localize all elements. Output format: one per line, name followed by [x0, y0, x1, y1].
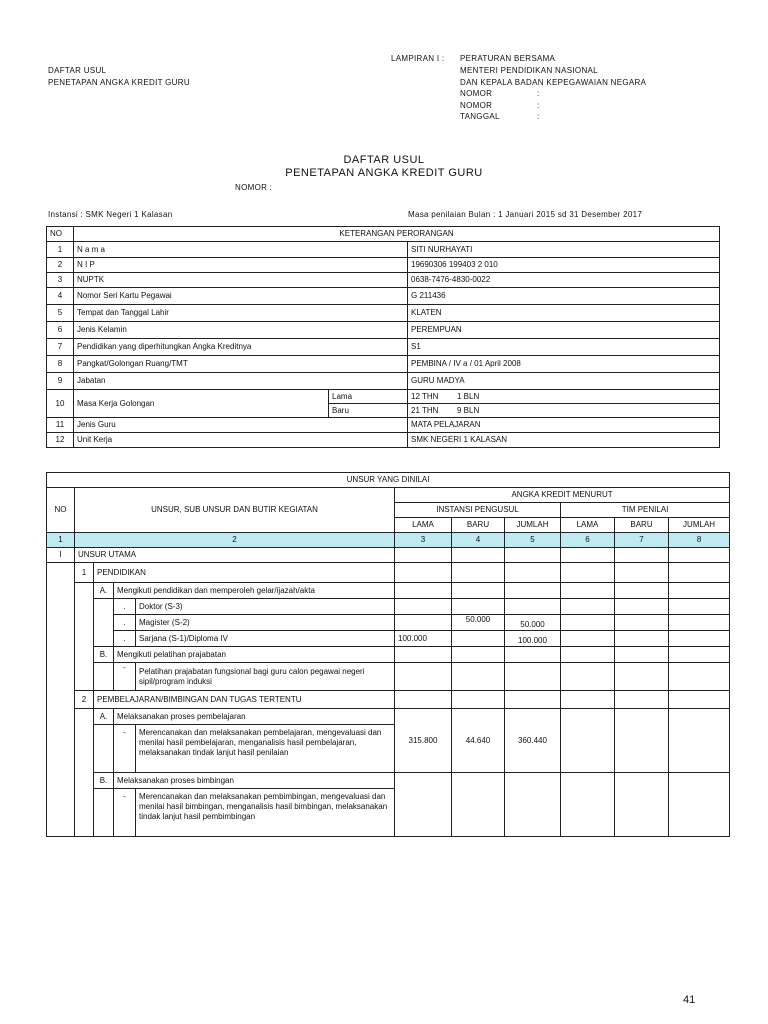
sarjana-jumlah: 100.000	[505, 631, 561, 647]
b2-item-label: Merencanakan dan melaksanakan pembimbingan, mengevaluasi dan menilai hasil bimbingan, menganalisis hasil bimbingan, melaksanakan tindak lanjut hasil pembimbingan	[136, 789, 395, 837]
table-row	[47, 433, 720, 448]
row-value: SITI NURHAYATI	[408, 242, 720, 258]
row-label: Jenis Kelamin	[74, 322, 408, 339]
row-value: MATA PELAJARAN	[408, 418, 720, 433]
angka-kredit-header: ANGKA KREDIT MENURUT	[395, 488, 730, 503]
row-value: S1	[408, 339, 720, 356]
b1-no: B.	[94, 647, 114, 663]
row-no: 4	[47, 288, 74, 305]
col-num-3: 3	[395, 533, 452, 548]
row-label: Pangkat/Golongan Ruang/TMT	[74, 356, 408, 373]
nomor2-label: NOMOR	[460, 101, 493, 110]
tim-penilai-header: TIM PENILAI	[561, 503, 730, 518]
col-num-7: 7	[615, 533, 669, 548]
row-value: PEREMPUAN	[408, 322, 720, 339]
instansi-pengusul-header: INSTANSI PENGUSUL	[395, 503, 561, 518]
row-label: Unit Kerja	[74, 433, 408, 448]
lampiran-line-3: DAN KEPALA BADAN KEPEGAWAIAN NEGARA	[460, 78, 647, 87]
page-number: 41	[683, 994, 696, 1006]
masa-baru-thn: 21 THN	[411, 405, 439, 415]
row-value: 0638-7476-4830-0022	[408, 273, 720, 288]
a1-no: A.	[94, 583, 114, 599]
row-no: 6	[47, 322, 74, 339]
row-label: Pendidikan yang diperhitungkan Angka Kreditnya	[74, 339, 408, 356]
row-no: 3	[47, 273, 74, 288]
title-nomor: NOMOR :	[235, 183, 273, 192]
col-jumlah-2: JUMLAH	[669, 518, 730, 533]
row-value: GURU MADYA	[408, 373, 720, 390]
a2-baru: 44.640	[452, 709, 505, 773]
a2-label: Melaksanakan proses pembelajaran	[114, 709, 395, 725]
row-no: 9	[47, 373, 74, 390]
col-keterangan-header: KETERANGAN PERORANGAN	[74, 227, 720, 242]
row-no: 11	[47, 418, 74, 433]
row-value: G 211436	[408, 288, 720, 305]
table-row	[47, 709, 730, 725]
table-row	[47, 273, 720, 288]
a2-lama: 315.800	[395, 709, 452, 773]
table-row	[47, 305, 720, 322]
col-lama-2: LAMA	[561, 518, 615, 533]
col-num-1: 1	[47, 533, 75, 548]
table-row	[47, 258, 720, 273]
a2-item-bullet: -	[114, 725, 136, 773]
col-jumlah-1: JUMLAH	[505, 518, 561, 533]
row-no: 8	[47, 356, 74, 373]
row-no: 1	[47, 242, 74, 258]
pendidikan-label: PENDIDIKAN	[94, 563, 395, 583]
magister-bullet: .	[114, 615, 136, 631]
col-num-4: 4	[452, 533, 505, 548]
pelatihan-bullet: -	[114, 663, 136, 691]
table-row	[47, 773, 730, 789]
b2-label: Melaksanakan proses bimbingan	[114, 773, 395, 789]
table-row	[47, 339, 720, 356]
nomor1-colon: :	[537, 89, 540, 98]
row-value: 19690306 199403 2 010	[408, 258, 720, 273]
page-title: DAFTAR USUL	[343, 154, 425, 166]
table-row	[47, 615, 730, 631]
sarjana-label: Sarjana (S-1)/Diploma IV	[136, 631, 395, 647]
table-row	[47, 356, 720, 373]
unsur-dinilai-header: UNSUR YANG DINILAI	[47, 473, 730, 488]
row-no: 7	[47, 339, 74, 356]
magister-jumlah: 50.000	[505, 615, 561, 631]
table-row	[47, 691, 730, 709]
masa-baru-value	[408, 404, 720, 418]
col-no-header: NO	[47, 227, 74, 242]
page-subtitle: PENETAPAN ANGKA KREDIT GURU	[285, 167, 483, 179]
row-label: Masa Kerja Golongan	[74, 390, 329, 418]
table-row	[47, 663, 730, 691]
lampiran-line-2: MENTERI PENDIDIKAN NASIONAL	[460, 66, 598, 75]
masa-lama-bln: 1 BLN	[457, 391, 480, 401]
table-row	[47, 418, 720, 433]
doktor-label: Doktor (S-3)	[136, 599, 395, 615]
doktor-bullet: .	[114, 599, 136, 615]
lampiran-line-1: PERATURAN BERSAMA	[460, 54, 556, 63]
table-row	[47, 647, 730, 663]
table-row	[47, 599, 730, 615]
table-row	[47, 242, 720, 258]
row-value: KLATEN	[408, 305, 720, 322]
nomor1-label: NOMOR	[460, 89, 493, 98]
unsur-utama-no: I	[47, 548, 75, 563]
row-value: SMK NEGERI 1 KALASAN	[408, 433, 720, 448]
table-row	[47, 390, 720, 404]
row-no: 10	[47, 390, 74, 418]
table-row	[47, 631, 730, 647]
magister-baru: 50.000	[452, 615, 505, 631]
tanggal-label: TANGGAL	[460, 112, 500, 121]
col-baru-1: BARU	[452, 518, 505, 533]
nomor2-colon: :	[537, 101, 540, 110]
b2-item-bullet: -	[114, 789, 136, 837]
row-label: Jenis Guru	[74, 418, 408, 433]
unsur-utama-label: UNSUR UTAMA	[75, 548, 395, 563]
col-unsur-header: UNSUR, SUB UNSUR DAN BUTIR KEGIATAN	[75, 488, 395, 533]
col-num-6: 6	[561, 533, 615, 548]
masa-baru-bln: 9 BLN	[457, 405, 480, 415]
masa-lama-value	[408, 390, 720, 404]
row-no: 5	[47, 305, 74, 322]
col-num-2: 2	[75, 533, 395, 548]
left-header-line-1: DAFTAR USUL	[48, 66, 107, 75]
pembelajaran-no: 2	[75, 691, 94, 709]
row-label: Tempat dan Tanggal Lahir	[74, 305, 408, 322]
masa-baru-label: Baru	[329, 404, 408, 418]
b1-label: Mengikuti pelatihan prajabatan	[114, 647, 395, 663]
masa-lama-thn: 12 THN	[411, 391, 439, 401]
left-header-line-2: PENETAPAN ANGKA KREDIT GURU	[48, 78, 190, 87]
row-no: 2	[47, 258, 74, 273]
col-num-8: 8	[669, 533, 730, 548]
instansi-text: Instansi : SMK Negeri 1 Kalasan	[48, 210, 173, 219]
table-row	[47, 583, 730, 599]
a2-item-label: Merencanakan dan melaksanakan pembelajaran, mengevaluasi dan menilai hasil pembelajaran, menganalisis hasil pembelajaran, melaksanakan tindak lanjut hasil penilaian	[136, 725, 395, 773]
row-no: 12	[47, 433, 74, 448]
table-row	[47, 563, 730, 583]
a1-label: Mengikuti pendidikan dan memperoleh gelar/ijazah/akta	[114, 583, 395, 599]
masa-penilaian-text: Masa penilaian Bulan : 1 Januari 2015 sd 31 Desember 2017	[408, 210, 643, 219]
lampiran-label: LAMPIRAN I :	[391, 54, 445, 63]
row-value: PEMBINA / IV a / 01 April 2008	[408, 356, 720, 373]
magister-label: Magister (S-2)	[136, 615, 395, 631]
keterangan-perorangan-table	[46, 226, 720, 448]
tanggal-colon: :	[537, 112, 540, 121]
row-label: NUPTK	[74, 273, 408, 288]
pembelajaran-label: PEMBELAJARAN/BIMBINGAN DAN TUGAS TERTENTU	[94, 691, 395, 709]
b2-no: B.	[94, 773, 114, 789]
sarjana-lama: 100.000	[395, 631, 452, 647]
sarjana-bullet: .	[114, 631, 136, 647]
col-no-header: NO	[47, 488, 75, 533]
table-row	[47, 322, 720, 339]
row-label: Jabatan	[74, 373, 408, 390]
masa-lama-label: Lama	[329, 390, 408, 404]
table-row	[47, 288, 720, 305]
table-row	[47, 548, 730, 563]
row-label: N I P	[74, 258, 408, 273]
col-lama-1: LAMA	[395, 518, 452, 533]
pelatihan-label: Pelatihan prajabatan fungsional bagi guru calon pegawai negeri sipil/program induksi	[136, 663, 395, 691]
col-baru-2: BARU	[615, 518, 669, 533]
pendidikan-no: 1	[75, 563, 94, 583]
table-row	[47, 373, 720, 390]
row-label: N a m a	[74, 242, 408, 258]
row-label: Nomor Seri Kartu Pegawai	[74, 288, 408, 305]
unsur-dinilai-table	[46, 472, 730, 837]
a2-no: A.	[94, 709, 114, 725]
a2-jumlah: 360.440	[505, 709, 561, 773]
col-num-5: 5	[505, 533, 561, 548]
